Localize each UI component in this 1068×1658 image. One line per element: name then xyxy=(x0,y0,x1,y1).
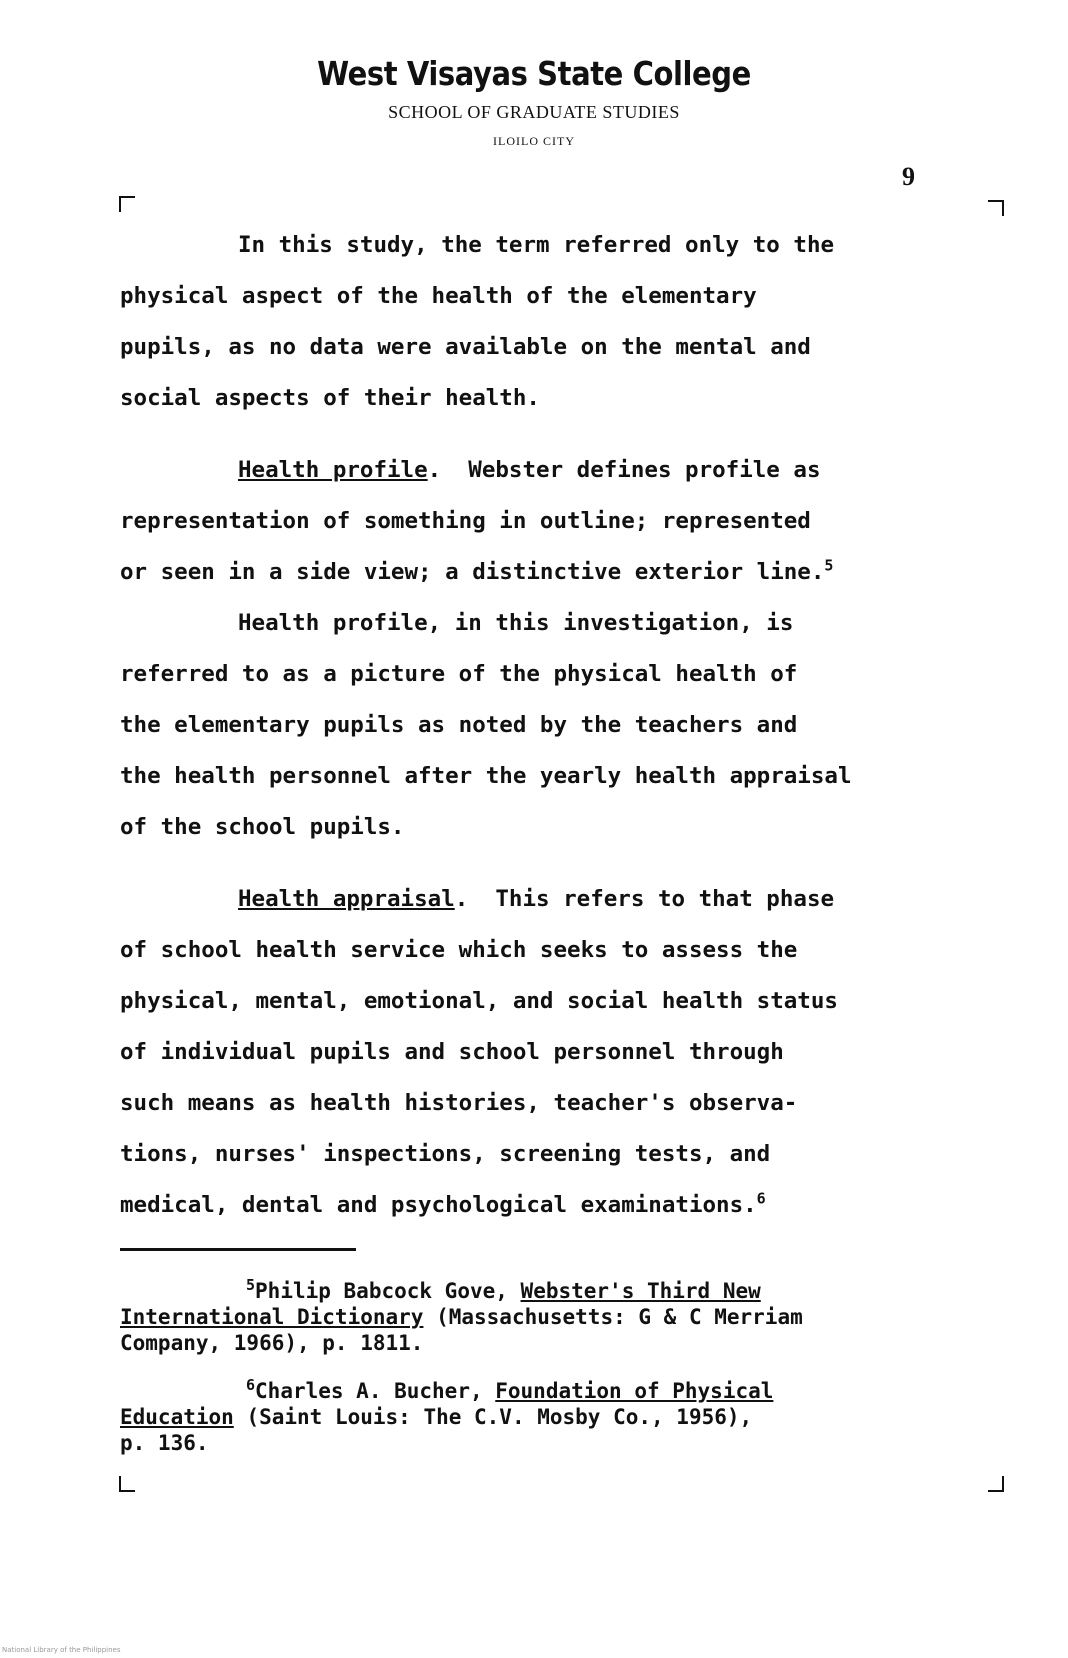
footnote-6-line2 xyxy=(120,1404,752,1430)
footnote-5-line3: Company, 1966), p. 1811. xyxy=(120,1331,424,1355)
paragraph-line: In this study, the term referred only to the xyxy=(238,232,835,258)
footnote-6 xyxy=(246,1378,773,1404)
paragraph-line: social aspects of their health. xyxy=(120,385,540,411)
definition-text: or seen in a side view; a distinctive exterior line. xyxy=(120,559,825,585)
paragraph-line: tions, nurses' inspections, screening tests, and xyxy=(120,1141,771,1167)
scan-footer: National Library of the Philippines xyxy=(2,1646,121,1654)
paragraph-line: of the school pupils. xyxy=(120,814,405,840)
paragraph-line: of individual pupils and school personnel through xyxy=(120,1039,784,1065)
page-number: 9 xyxy=(902,162,915,191)
footnote-5 xyxy=(246,1278,761,1304)
school-name: SCHOOL OF GRADUATE STUDIES xyxy=(388,102,680,122)
footnote-number: 6 xyxy=(246,1376,256,1394)
paragraph-line: such means as health histories, teacher's observa- xyxy=(120,1090,798,1116)
paragraph-line xyxy=(238,884,834,914)
paragraph-line xyxy=(120,1190,766,1220)
crop-mark-bottom-left xyxy=(119,1476,135,1492)
term-health-profile: Health profile xyxy=(238,457,428,483)
footnote-title: International Dictionary xyxy=(120,1305,424,1329)
footnote-5-line2 xyxy=(120,1304,803,1330)
paragraph-line: representation of something in outline; represented xyxy=(120,508,811,534)
college-name: West Visayas State College xyxy=(317,54,751,93)
footnote-publisher: (Saint Louis: The C.V. Mosby Co., 1956), xyxy=(233,1405,753,1429)
footnote-author: Charles A. Bucher, xyxy=(255,1379,496,1403)
paragraph-line: the elementary pupils as noted by the teachers and xyxy=(120,712,798,738)
crop-mark-top-left xyxy=(119,196,135,212)
footnote-title: Webster's Third New xyxy=(520,1279,761,1303)
definition-text: . Webster defines profile as xyxy=(427,457,821,483)
footnote-author: Philip Babcock Gove, xyxy=(255,1279,521,1303)
footnote-publisher: (Massachusetts: G & C Merriam xyxy=(423,1305,803,1329)
footnote-ref-6: 6 xyxy=(756,1189,766,1208)
footnote-ref-5: 5 xyxy=(824,556,834,575)
paragraph-line: pupils, as no data were available on the mental and xyxy=(120,334,811,360)
term-health-appraisal: Health appraisal xyxy=(238,886,455,912)
definition-text: . This refers to that phase xyxy=(454,886,835,912)
paragraph-line: Health profile, in this investigation, is xyxy=(238,610,794,636)
paragraph-line: of school health service which seeks to assess the xyxy=(120,937,798,963)
footnote-6-line3: p. 136. xyxy=(120,1431,209,1455)
paragraph-line: the health personnel after the yearly health appraisal xyxy=(120,763,852,789)
paragraph-line xyxy=(120,557,833,587)
crop-mark-bottom-right xyxy=(988,1476,1004,1492)
footnote-title: Foundation of Physical xyxy=(495,1379,774,1403)
paragraph-line: physical, mental, emotional, and social health status xyxy=(120,988,838,1014)
definition-text: medical, dental and psychological examinations. xyxy=(120,1192,757,1218)
footnote-title: Education xyxy=(120,1405,234,1429)
paragraph-line xyxy=(238,455,821,485)
footnote-number: 5 xyxy=(246,1276,256,1294)
paragraph-line: physical aspect of the health of the elementary xyxy=(120,283,757,309)
footnote-separator xyxy=(120,1248,356,1251)
crop-mark-top-right xyxy=(988,200,1004,216)
paragraph-line: referred to as a picture of the physical health of xyxy=(120,661,798,687)
city-name: ILOILO CITY xyxy=(493,134,575,148)
